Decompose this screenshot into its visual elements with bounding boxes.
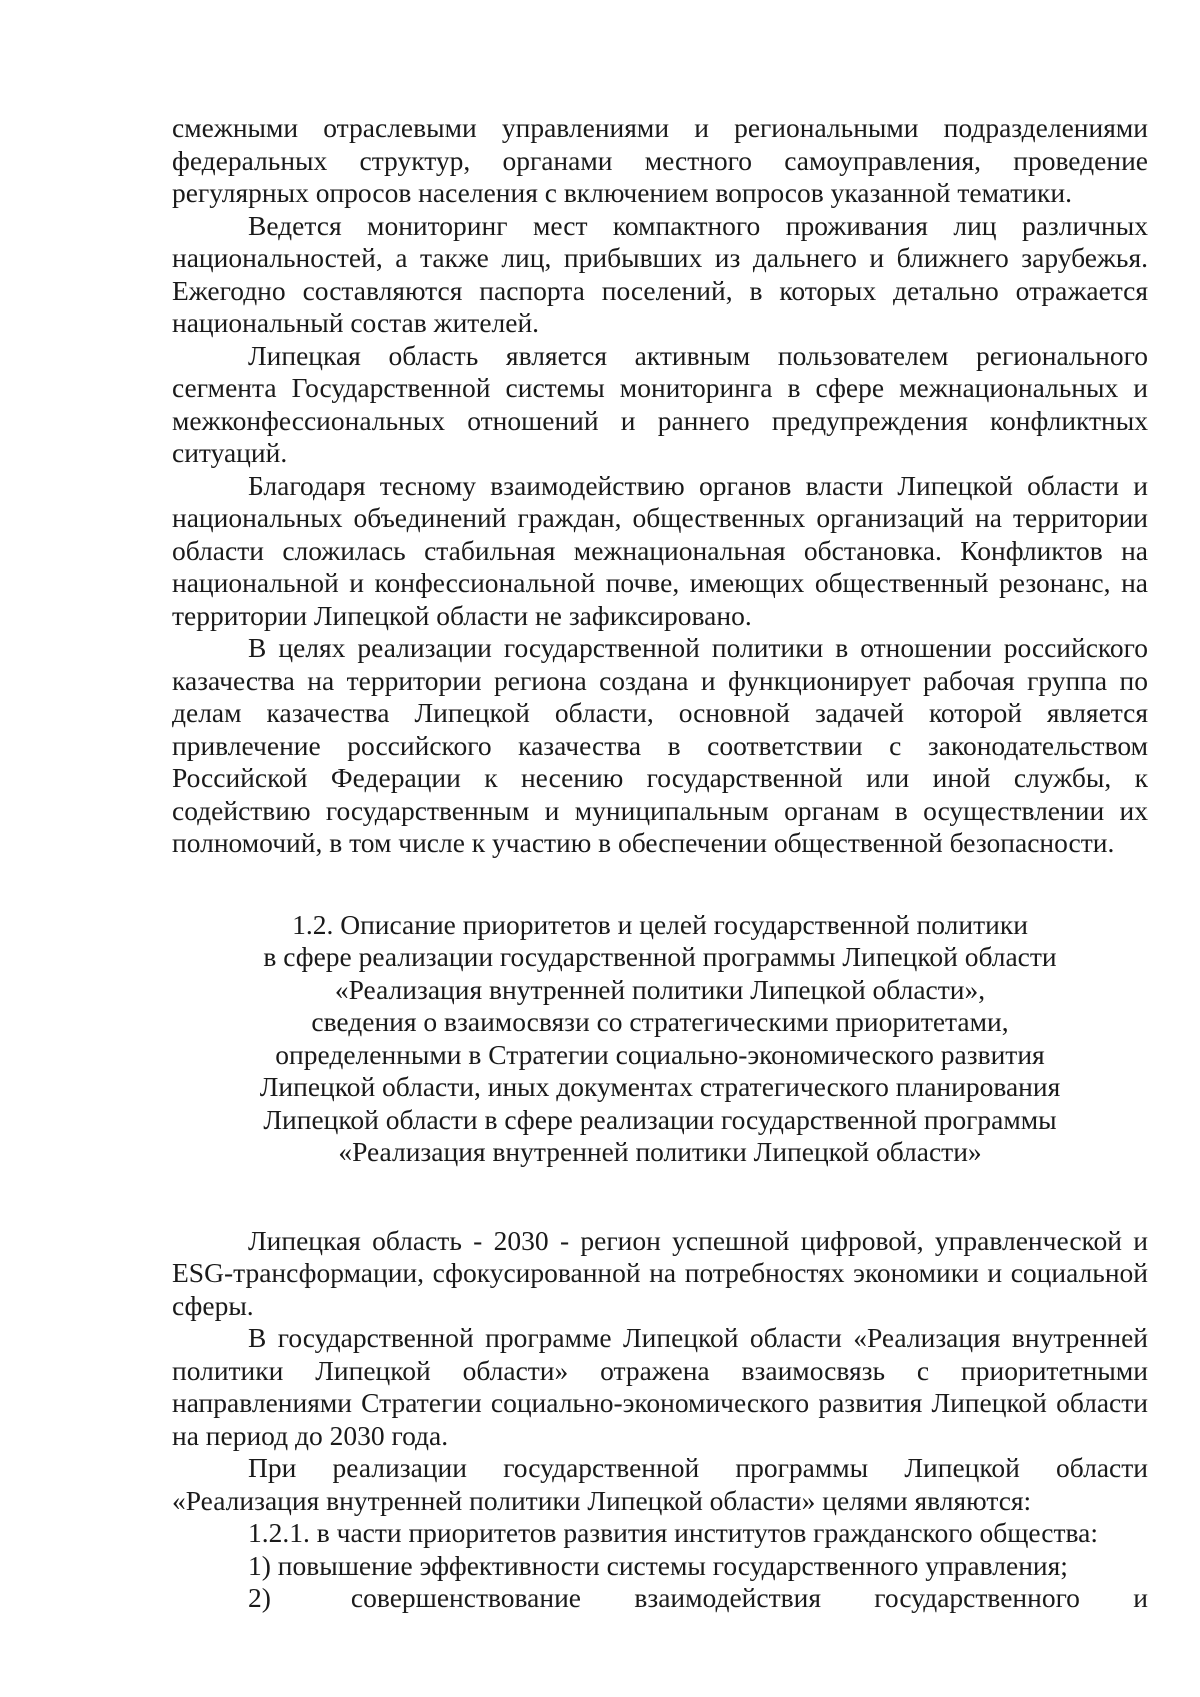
body-paragraph-3: При реализации государственной программы Липецкой области «Реализация внутренней политики Липецкой области» целями являются: xyxy=(172,1452,1148,1516)
section-heading-line-2: в сфере реализации государственной программы Липецкой области xyxy=(263,941,1057,972)
section-heading-line-8: «Реализация внутренней политики Липецкой области» xyxy=(338,1136,982,1167)
section-heading-line-4: сведения о взаимосвязи со стратегическими приоритетами, xyxy=(311,1006,1009,1037)
body-paragraph-2: В государственной программе Липецкой области «Реализация внутренней политики Липецкой области» отражена взаимосвязь с приоритетными направлениями Стратегии социально-экономического развития Липецкой области на период до 2030 года. xyxy=(172,1322,1148,1451)
list-item-2: 1) повышение эффективности системы государственного управления; xyxy=(248,1549,1068,1581)
intro-paragraph-2: Ведется мониторинг мест компактного проживания лиц различных национальностей, а также лиц, прибывших из дальнего и ближнего зарубежья. Ежегодно составляются паспорта поселений, в которых детально отражается национальный состав жителей. xyxy=(172,209,1148,338)
intro-paragraph-1: смежными отраслевыми управлениями и региональными подразделениями федеральных структур, органами местного самоуправления, проведение регулярных опросов населения с включением вопросов указанной тематики. xyxy=(172,112,1148,208)
list-item-3: 2) совершенствование взаимодействия государственного и xyxy=(248,1582,1148,1613)
intro-paragraph-3: Липецкая область является активным пользователем регионального сегмента Государственной системы мониторинга в сфере межнациональных и межконфессиональных отношений и раннего предупреждения конфликтных ситуаций. xyxy=(172,339,1148,468)
section-heading-line-5: определенными в Стратегии социально-экономического развития xyxy=(275,1038,1045,1070)
section-heading-line-3: «Реализация внутренней политики Липецкой области», xyxy=(334,973,986,1005)
section-heading-line-6: Липецкой области, иных документах стратегического планирования xyxy=(259,1071,1061,1102)
body-paragraph-1: Липецкая область - 2030 - регион успешной цифровой, управленческой и ESG-трансформации, сфокусированной на потребностях экономики и социальной сферы. xyxy=(172,1224,1148,1321)
section-heading xyxy=(172,909,1148,1169)
spacer xyxy=(172,1169,1148,1225)
intro-paragraph-4: Благодаря тесному взаимодействию органов власти Липецкой области и национальных объединений граждан, общественных организаций на территории области сложилась стабильная межнациональная обстановка. Конфликтов на национальной и конфессиональной почве, имеющих общественный резонанс, на территории Липецкой области не зафиксировано. xyxy=(172,469,1148,631)
list-item-1: 1.2.1. в части приоритетов развития институтов гражданского общества: xyxy=(248,1517,1098,1548)
section-heading-line-7: Липецкой области в сфере реализации государственной программы xyxy=(263,1103,1057,1135)
section-heading-line-1: 1.2. Описание приоритетов и целей государственной политики xyxy=(292,908,1028,940)
document-page xyxy=(172,112,1148,1615)
intro-paragraph-5: В целях реализации государственной политики в отношении российского казачества на территории региона создана и функционирует рабочая группа по делам казачества Липецкой области, основной задачей которой является привлечение российского казачества в соответствии с законодательством Российской Федерации к несению государственной или иной службы, к содействию государственным и муниципальным органам в осуществлении их полномочий, в том числе к участию в обеспечении общественной безопасности. xyxy=(172,632,1148,858)
